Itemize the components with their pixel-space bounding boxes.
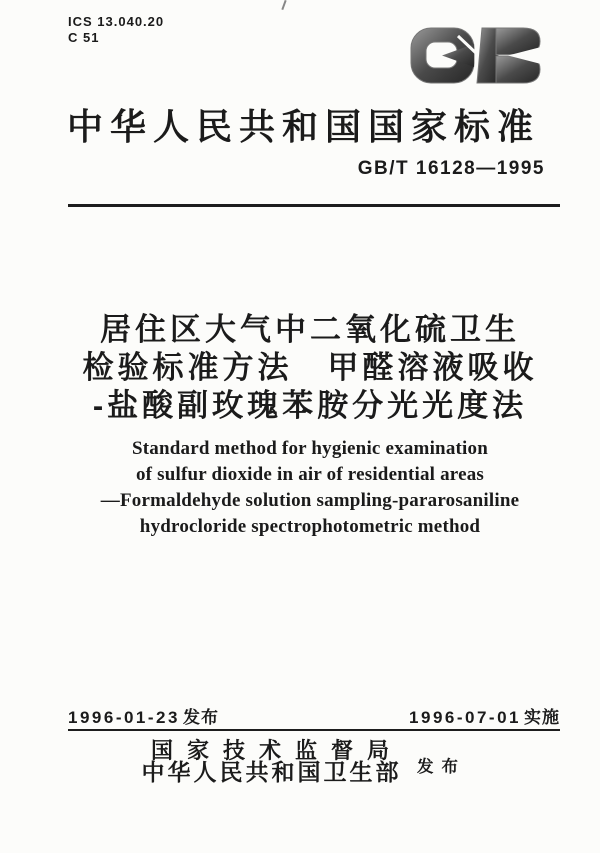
header-divider [68, 204, 560, 207]
title-cn-line: 检验标准方法 甲醛溶液吸收 [82, 350, 538, 385]
ics-code-block [68, 14, 164, 47]
title-cn-line: 居住区大气中二氧化硫卫生 [100, 312, 520, 347]
gb-logo-icon [410, 27, 541, 85]
implement-date-group [409, 703, 560, 728]
title-en-line: hydrocloride spectrophotometric method [139, 516, 481, 537]
title-en-line: —Formaldehyde solution sampling-pararosaniline [100, 490, 520, 511]
standard-title-english [10, 436, 600, 540]
issue-date-group [68, 703, 219, 728]
footer-divider [68, 729, 560, 731]
issue-label: 发布 [182, 708, 219, 727]
dates-row [68, 703, 560, 728]
publish-label: 发布 [417, 758, 466, 776]
title-cn-line: -盐酸副玫瑰苯胺分光光度法 [92, 388, 528, 423]
scan-artifact [281, 0, 286, 10]
gb-logo-graphic [410, 27, 541, 85]
implement-date: 1996-07-01 [409, 708, 521, 727]
national-standard-header: 中华人民共和国国家标准 [66, 107, 540, 147]
implement-label: 实施 [524, 708, 560, 727]
publisher-agency-1: 国家技术监督局 [150, 738, 403, 763]
standard-number: GB/T 16128—1995 [357, 158, 545, 179]
doc-class-code: C 51 [68, 30, 100, 46]
ics-code: ICS 13.040.20 [68, 14, 165, 29]
publisher-agency-2: 中华人民共和国卫生部 [141, 759, 402, 785]
issue-date: 1996-01-23 [68, 708, 180, 727]
publisher-block [70, 740, 470, 783]
title-en-line: Standard method for hygienic examination [131, 438, 488, 459]
title-en-line: of sulfur dioxide in air of residential areas [135, 464, 485, 485]
standard-title-chinese [10, 311, 600, 425]
